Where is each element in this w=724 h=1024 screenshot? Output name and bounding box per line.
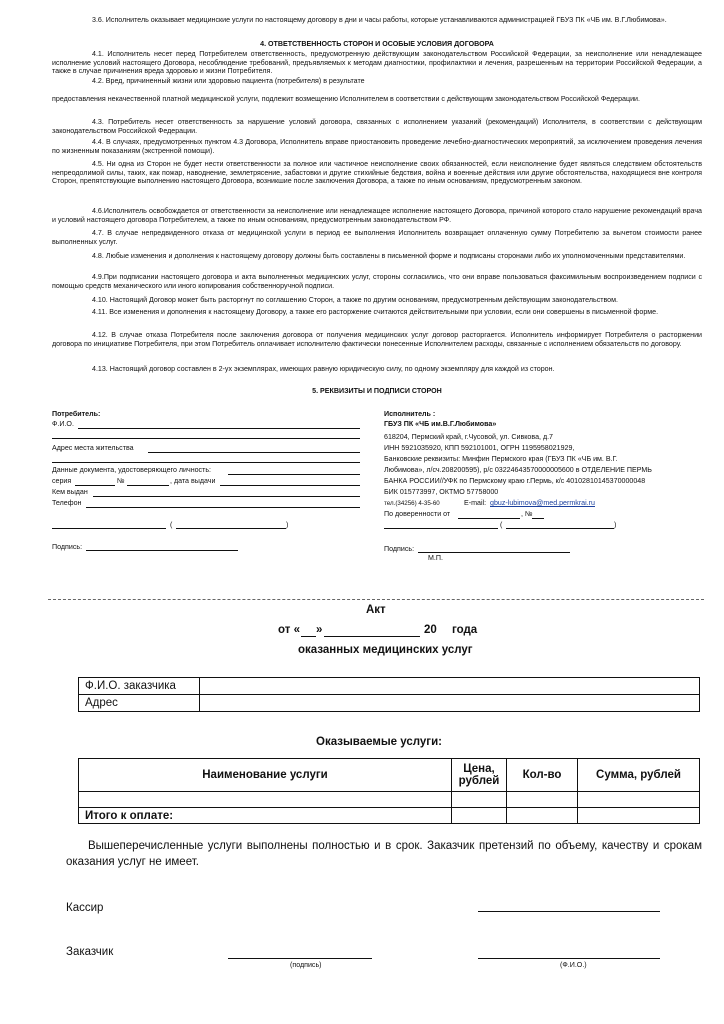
executor-bank-2: Любимова», л/сч.208200595), р/с 03224643570000005600 в ОТДЕЛЕНИЕ ПЕРМЬ [384, 466, 652, 474]
clause-4-4: 4.4. В случаях, предусмотренных пунктом 4.3 Договора, Исполнитель вправе приостановить проведение лечебно-диагностических мероприятий, за исключением проведения лечения по жизненным показаниям (экстренной помощи). [52, 138, 702, 155]
executor-name-line[interactable] [506, 528, 614, 529]
clause-4-13: 4.13. Настоящий договор составлен в 2-ух экземплярах, имеющих равную юридическую силу, по одному экземпляру для каждой из сторон. [92, 365, 555, 373]
consumer-number-field[interactable] [127, 485, 169, 486]
customer-info-table [78, 677, 700, 712]
cut-line-divider [48, 599, 704, 600]
executor-bik: БИК 015773997, ОКТМО 57758000 [384, 488, 499, 496]
cashier-label: Кассир [66, 902, 104, 914]
act-year-word: года [452, 624, 478, 636]
consumer-address-field-2[interactable] [52, 462, 360, 463]
signature-hint: (подпись) [290, 961, 322, 969]
section-4-title: 4. ОТВЕТСТВЕННОСТЬ СТОРОН И ОСОБЫЕ УСЛОВИЯ ДОГОВОРА [260, 40, 494, 48]
consumer-sign-field[interactable] [86, 550, 238, 551]
consumer-phone-label: Телефон [52, 499, 82, 507]
consumer-series-label: серия [52, 477, 72, 485]
consumer-series-field[interactable] [75, 485, 115, 486]
customer-fio-label: Ф.И.О. заказчика [79, 678, 200, 695]
act-year-prefix: 20 [424, 624, 437, 636]
consumer-fio-field-2[interactable] [52, 438, 360, 439]
consumer-sign-label: Подпись: [52, 543, 83, 551]
act-date-from: от « [278, 624, 300, 636]
executor-proxy-date-field[interactable] [458, 518, 520, 519]
section-5-title: 5. РЕКВИЗИТЫ И ПОДПИСИ СТОРОН [312, 387, 442, 395]
cashier-fio-field[interactable] [478, 911, 660, 912]
customer-label: Заказчик [66, 946, 114, 958]
act-day-field[interactable] [301, 636, 316, 637]
services-table [78, 758, 700, 824]
clause-4-11: 4.11. Все изменения и дополнения к настоящему Договору, а также его расторжение считаются действительными при условии, если они совершены в письменной форме. [92, 308, 659, 316]
consumer-title: Потребитель: [52, 410, 101, 418]
clause-4-8: 4.8. Любые изменения и дополнения к настоящему договору должны быть составлены в письменной форме и подписаны сторонами либо их уполномоченными представителями. [92, 252, 686, 260]
executor-proxy-label: По доверенности от [384, 510, 451, 518]
act-subtitle: оказанных медицинских услуг [298, 644, 473, 656]
consumer-number-label: № [117, 477, 125, 485]
executor-sign-field[interactable] [418, 552, 570, 553]
customer-address-field[interactable] [200, 695, 700, 712]
consumer-issued-by-label: Кем выдан [52, 488, 88, 496]
executor-email-label: E-mail: [464, 499, 487, 507]
customer-fio-sign-field[interactable] [478, 958, 660, 959]
executor-name: ГБУЗ ПК «ЧБ им.В.Г.Любимова» [384, 420, 497, 428]
executor-sign-label: Подпись: [384, 545, 415, 553]
consumer-paren-open: ( [170, 521, 173, 529]
clause-4-5: 4.5. Ни одна из Сторон не будет нести ответственности за полное или частичное неисполнение своих обязанностей, если неисполнение будет являться следствием обстоятельств непреодолимой силы, таких, как пожар, наводнение, землетрясение, забастовки и другие стихийные бедствия, война и военные действия или другие обстоятельства, находящиеся вне контроля Сторон, препятствующие выполнению настоящего Договора, возникшие после заключения Договора, а также по иным основаниям, предусмотренным законом. [52, 160, 702, 186]
act-date-quote-close: » [316, 624, 323, 636]
consumer-issue-date-label: , дата выдачи [170, 477, 216, 485]
executor-proxy-number-field[interactable] [532, 518, 544, 519]
executor-paren-close: ) [614, 521, 617, 529]
executor-bank-1: Банковские реквизиты: Минфин Пермского края (ГБУЗ ПК «ЧБ им. В.Г. [384, 455, 618, 463]
executor-proxy-number-label: , № [521, 510, 533, 518]
clause-4-2-a: 4.2. Вред, причиненный жизни или здоровью пациента (потребителя) в результате [92, 77, 365, 85]
consumer-paren-close: ) [286, 521, 289, 529]
clause-4-12: 4.12. В случае отказа Потребителя после заключения договора от получения медицинских услуг договор расторгается. Исполнитель информирует Потребителя о расторжении договора по инициативе Потребителя, при этом Потребитель оплачивает исполнителю фактически понесенные Исполнителем расходы, связанные с исполнением обязательств по договору. [52, 331, 702, 348]
clause-4-7: 4.7. В случае непредвиденного отказа от медицинской услуги в период ее выполнения Исполнитель возвращает оплаченную сумму Потребителю за вычетом стоимости ранее выполненных услуг. [52, 229, 702, 246]
col-sum: Сумма, рублей [578, 759, 700, 792]
customer-signature-field[interactable] [228, 958, 372, 959]
executor-inn: ИНН 5921035920, КПП 592101001, ОГРН 1195958021929, [384, 444, 575, 452]
sum-cell[interactable] [578, 792, 700, 808]
clause-4-9: 4.9.При подписании настоящего договора и акта выполненных медицинских услуг, стороны согласились, что они вправе пользоваться факсимильным воспроизведением подписи с помощью средств механического или иного копирования собственноручной подписи. [52, 273, 702, 290]
total-price-cell[interactable] [452, 808, 507, 824]
act-month-field[interactable] [324, 636, 420, 637]
services-header-row [79, 759, 700, 792]
clause-4-2-b: предоставления некачественной платной медицинской услуги, подлежит возмещению Исполнителем в соответствии с действующим законодательством Российской Федерации. [52, 95, 640, 103]
executor-title: Исполнитель : [384, 410, 436, 418]
table-row [79, 792, 700, 808]
col-quantity: Кол-во [507, 759, 578, 792]
quantity-cell[interactable] [507, 792, 578, 808]
consumer-fio-label: Ф.И.О. [52, 420, 74, 428]
executor-phone: тел.(34256) 4-35-60 [384, 500, 440, 507]
service-name-cell[interactable] [79, 792, 452, 808]
consumer-issue-date-field[interactable] [220, 485, 360, 486]
consumer-document-field[interactable] [228, 474, 360, 475]
stamp-place-label: М.П. [428, 554, 443, 562]
total-quantity-cell[interactable] [507, 808, 578, 824]
executor-email-link[interactable]: gbuz-lubimova@med.permkrai.ru [490, 499, 595, 507]
clause-3-6: 3.6. Исполнитель оказывает медицинские услуги по настоящему договору в дни и часы работы, которые устанавливаются администрацией ГБУЗ ПК «ЧБ им. В.Г.Любимова». [92, 16, 667, 24]
col-service-name: Наименование услуги [79, 759, 452, 792]
customer-fio-field[interactable] [200, 678, 700, 695]
total-label: Итого к оплате: [79, 808, 452, 824]
clause-4-1: 4.1. Исполнитель несет перед Потребителем ответственность, предусмотренную действующим законодательством Российской Федерации, за неисполнение или ненадлежащее исполнение условий настоящего Договора, несоблюдение требований, предъявляемых к методам диагностики, профилактики и лечения, разрешенным на территории Российской Федерации, а также в случае причинения вреда здоровью и жизни Потребителя. [52, 50, 702, 76]
consumer-fio-field[interactable] [78, 428, 360, 429]
executor-paren-open: ( [500, 521, 503, 529]
executor-signature-line[interactable] [384, 528, 498, 529]
col-price: Цена, рублей [452, 759, 507, 792]
services-title: Оказываемые услуги: [316, 736, 442, 748]
customer-address-label: Адрес [79, 695, 200, 712]
clause-4-6: 4.6.Исполнитель освобождается от ответственности за неисполнение или ненадлежащее исполнение настоящего Договора, причиной которого стало нарушение рекомендаций врача и условий настоящего договора Потребителем, а также по иным основаниям, предусмотренным законодательством РФ. [52, 207, 702, 224]
total-row [79, 808, 700, 824]
fio-hint: (Ф.И.О.) [560, 961, 587, 969]
clause-4-10: 4.10. Настоящий Договор может быть расторгнут по соглашению Сторон, а также по другим основаниям, предусмотренным действующим законодательством. [92, 296, 618, 304]
consumer-document-label: Данные документа, удостоверяющего личность: [52, 466, 212, 474]
consumer-phone-field[interactable] [86, 507, 360, 508]
executor-address: 618204, Пермский край, г.Чусовой, ул. Сивкова, д.7 [384, 433, 554, 441]
total-sum-cell[interactable] [578, 808, 700, 824]
act-title: Акт [366, 604, 386, 616]
consumer-address-label: Адрес места жительства [52, 444, 134, 452]
consumer-issued-by-field[interactable] [93, 496, 360, 497]
consumer-signature-line[interactable] [52, 528, 166, 529]
clause-4-3: 4.3. Потребитель несет ответственность за нарушение условий договора, связанных с исполнением указаний (рекомендаций) Исполнителя, в соответствии с действующим законодательством Российской Федерации. [52, 118, 702, 135]
executor-bank-3: БАНКА РОССИИ//УФК по Пермскому краю г.Пермь, к/с 40102810145370000048 [384, 477, 646, 485]
consumer-name-line[interactable] [176, 528, 286, 529]
consumer-address-field[interactable] [148, 452, 360, 453]
price-cell[interactable] [452, 792, 507, 808]
act-statement: Вышеперечисленные услуги выполнены полностью и в срок. Заказчик претензий по объему, качеству и срокам оказания услуг не имеет. [66, 840, 702, 868]
